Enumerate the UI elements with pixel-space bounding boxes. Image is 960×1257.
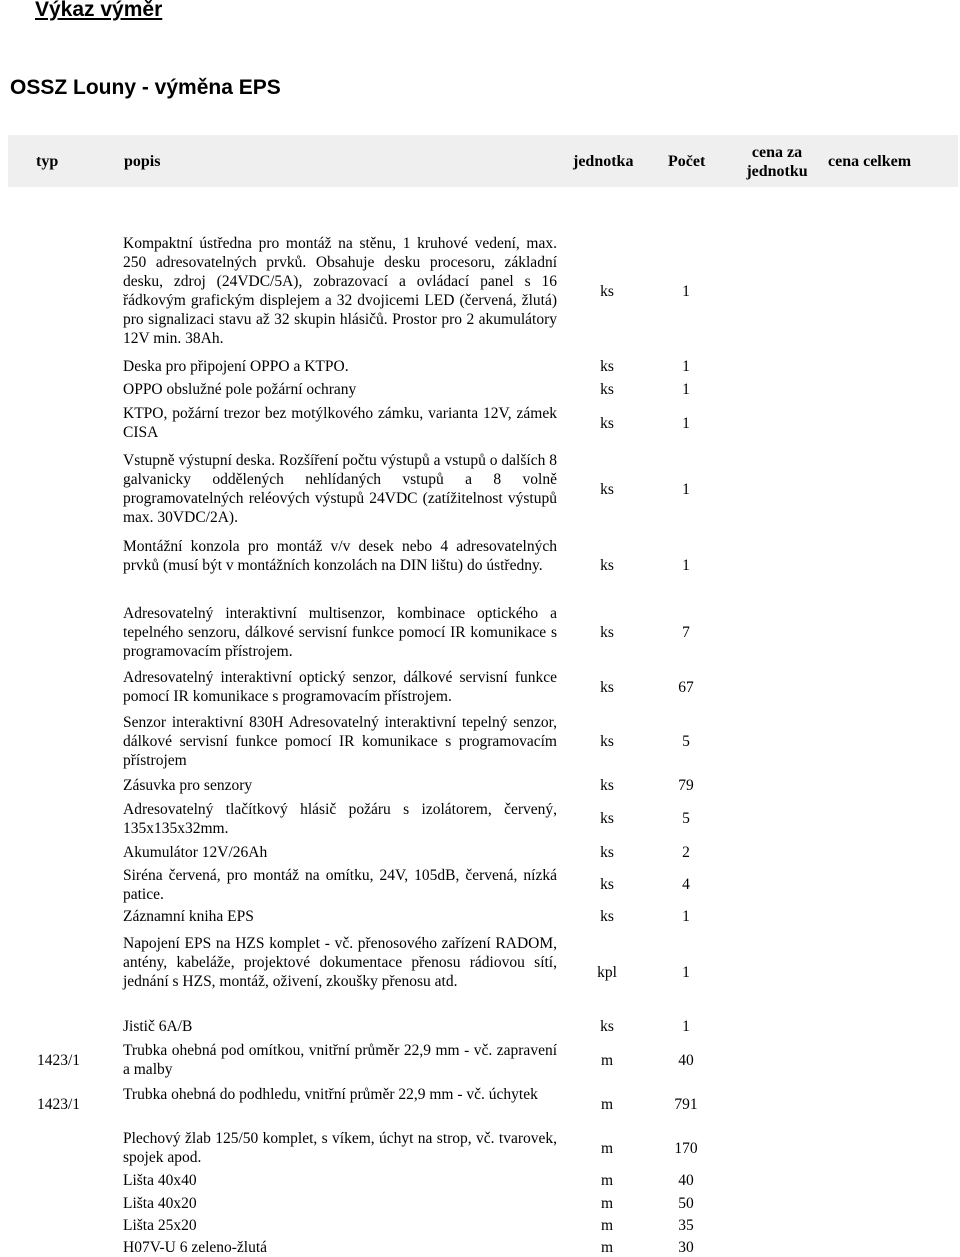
row-pocet: 40: [678, 1172, 694, 1189]
row-popis: Jistič 6A/B: [123, 1018, 193, 1035]
row-jednotka: m: [600, 1195, 614, 1212]
row-pocet: 791: [674, 1096, 698, 1113]
row-popis: Montážní konzola pro montáž v/v desek nebo 4 adresovatelných prvků (musí být v montážních konzolách na DIN lištu) do ústředny.: [123, 538, 557, 574]
row-jednotka: ks: [600, 908, 614, 925]
row-pocet: 1: [682, 1018, 690, 1035]
row-jednotka: m: [600, 1052, 614, 1069]
row-popis: OPPO obslužné pole požární ochrany: [123, 381, 357, 398]
row-popis: Lišta 25x20: [123, 1217, 197, 1234]
row-pocet: 7: [682, 624, 690, 641]
row-pocet: 4: [682, 876, 690, 893]
row-popis: Adresovatelný interaktivní multisenzor, kombinace optického a tepelného senzoru, dálkové servisní funkce pomocí IR komunikace s programovacím přístrojem.: [123, 605, 557, 660]
row-popis: Lišta 40x40: [123, 1172, 197, 1189]
row-jednotka: m: [600, 1096, 614, 1113]
row-typ: 1423/1: [37, 1052, 81, 1069]
row-pocet: 5: [682, 810, 690, 827]
row-popis: Napojení EPS na HZS komplet - vč. přenosového zařízení RADOM, antény, kabeláže, projektové dokumentace přenosu rádiovou sítí, jednání s HZS, montáž, oživení, zkoušky přenosu atd.: [123, 935, 557, 990]
row-popis: Vstupně výstupní deska. Rozšíření počtu výstupů a vstupů o dalších 8 galvanicky oddělených nehlídaných vstupů a 8 volně programovatelných reléových výstupů 24VDC (zatížitelnost výstupů max. 30VDC/2A).: [123, 452, 557, 526]
row-pocet: 1: [682, 964, 690, 981]
row-jednotka: ks: [600, 844, 614, 861]
header-popis: popis: [124, 153, 161, 170]
row-popis: Adresovatelný interaktivní optický senzor, dálkové servisní funkce pomocí IR komunikace s programovacím přístrojem.: [123, 669, 557, 705]
row-popis: Trubka ohebná do podhledu, vnitřní průměr 22,9 mm - vč. úchytek: [123, 1086, 538, 1103]
row-pocet: 50: [678, 1195, 694, 1212]
row-jednotka: ks: [600, 810, 614, 827]
row-popis: Adresovatelný tlačítkový hlásič požáru s izolátorem, červený, 135x135x32mm.: [123, 801, 557, 837]
row-jednotka: m: [600, 1217, 614, 1234]
row-pocet: 2: [682, 844, 690, 861]
row-popis: Plechový žlab 125/50 komplet, s víkem, úchyt na strop, vč. tvarovek, spojek apod.: [123, 1130, 557, 1166]
row-jednotka: ks: [600, 358, 614, 375]
row-popis: Deska pro připojení OPPO a KTPO.: [123, 358, 349, 375]
row-pocet: 1: [682, 415, 690, 432]
row-jednotka: ks: [600, 283, 614, 300]
row-jednotka: ks: [600, 733, 614, 750]
row-pocet: 79: [678, 777, 694, 794]
row-jednotka: ks: [600, 381, 614, 398]
row-pocet: 40: [678, 1052, 694, 1069]
row-popis: Siréna červená, pro montáž na omítku, 24V, 105dB, červená, nízká patice.: [123, 867, 557, 903]
row-jednotka: ks: [600, 624, 614, 641]
row-jednotka: ks: [600, 1018, 614, 1035]
header-cena-celkem: cena celkem: [828, 153, 912, 170]
row-pocet: 1: [682, 358, 690, 375]
document-title: Výkaz výměr: [35, 0, 163, 21]
row-jednotka: ks: [600, 777, 614, 794]
row-pocet: 1: [682, 283, 690, 300]
row-pocet: 1: [682, 381, 690, 398]
row-pocet: 30: [678, 1239, 694, 1256]
row-popis: Kompaktní ústředna pro montáž na stěnu, 1 kruhové vedení, max. 250 adresovatelných prvků. Obsahuje desku procesoru, základní desku, zdroj (24VDC/5A), zobrazovací a ovládací panel s 16 řádkovým grafickým displejem a 32 dvojicemi LED (červená, žlutá) pro signalizaci stavu až 32 skupin hlásičů. Prostor pro 2 akumulátory 12V min. 38Ah.: [123, 235, 557, 347]
row-jednotka: ks: [600, 557, 614, 574]
row-pocet: 1: [682, 557, 690, 574]
row-jednotka: m: [600, 1140, 614, 1157]
row-jednotka: ks: [600, 876, 614, 893]
row-popis: Lišta 40x20: [123, 1195, 197, 1212]
row-typ: 1423/1: [37, 1096, 81, 1113]
row-jednotka: ks: [600, 415, 614, 432]
header-pocet: Počet: [668, 153, 706, 170]
row-popis: Senzor interaktivní 830H Adresovatelný interaktivní tepelný senzor, dálkové servisní funkce pomocí IR komunikace s programovacím přístrojem: [123, 714, 557, 769]
row-popis: Záznamní kniha EPS: [123, 908, 254, 925]
header-jednotka: jednotka: [573, 153, 634, 170]
project-title: OSSZ Louny - výměna EPS: [10, 76, 281, 99]
row-popis: KTPO, požární trezor bez motýlkového zámku, varianta 12V, zámek CISA: [123, 405, 557, 441]
row-jednotka: ks: [600, 481, 614, 498]
row-pocet: 1: [682, 908, 690, 925]
row-pocet: 67: [678, 679, 694, 696]
row-popis: Zásuvka pro senzory: [123, 777, 253, 794]
row-jednotka: kpl: [597, 964, 617, 981]
row-jednotka: m: [600, 1239, 614, 1256]
row-popis: H07V-U 6 zeleno-žlutá: [123, 1239, 268, 1256]
row-pocet: 5: [682, 733, 690, 750]
header-cena-za-jednotku: cena za jednotku: [746, 144, 808, 180]
row-jednotka: m: [600, 1172, 614, 1189]
header-typ: typ: [36, 153, 59, 170]
row-pocet: 35: [678, 1217, 694, 1234]
table-header: [8, 135, 958, 187]
row-pocet: 170: [674, 1140, 698, 1157]
row-pocet: 1: [682, 481, 690, 498]
row-jednotka: ks: [600, 679, 614, 696]
row-popis: Akumulátor 12V/26Ah: [123, 844, 268, 861]
row-popis: Trubka ohebná pod omítkou, vnitřní průměr 22,9 mm - vč. zapravení a malby: [123, 1042, 557, 1078]
